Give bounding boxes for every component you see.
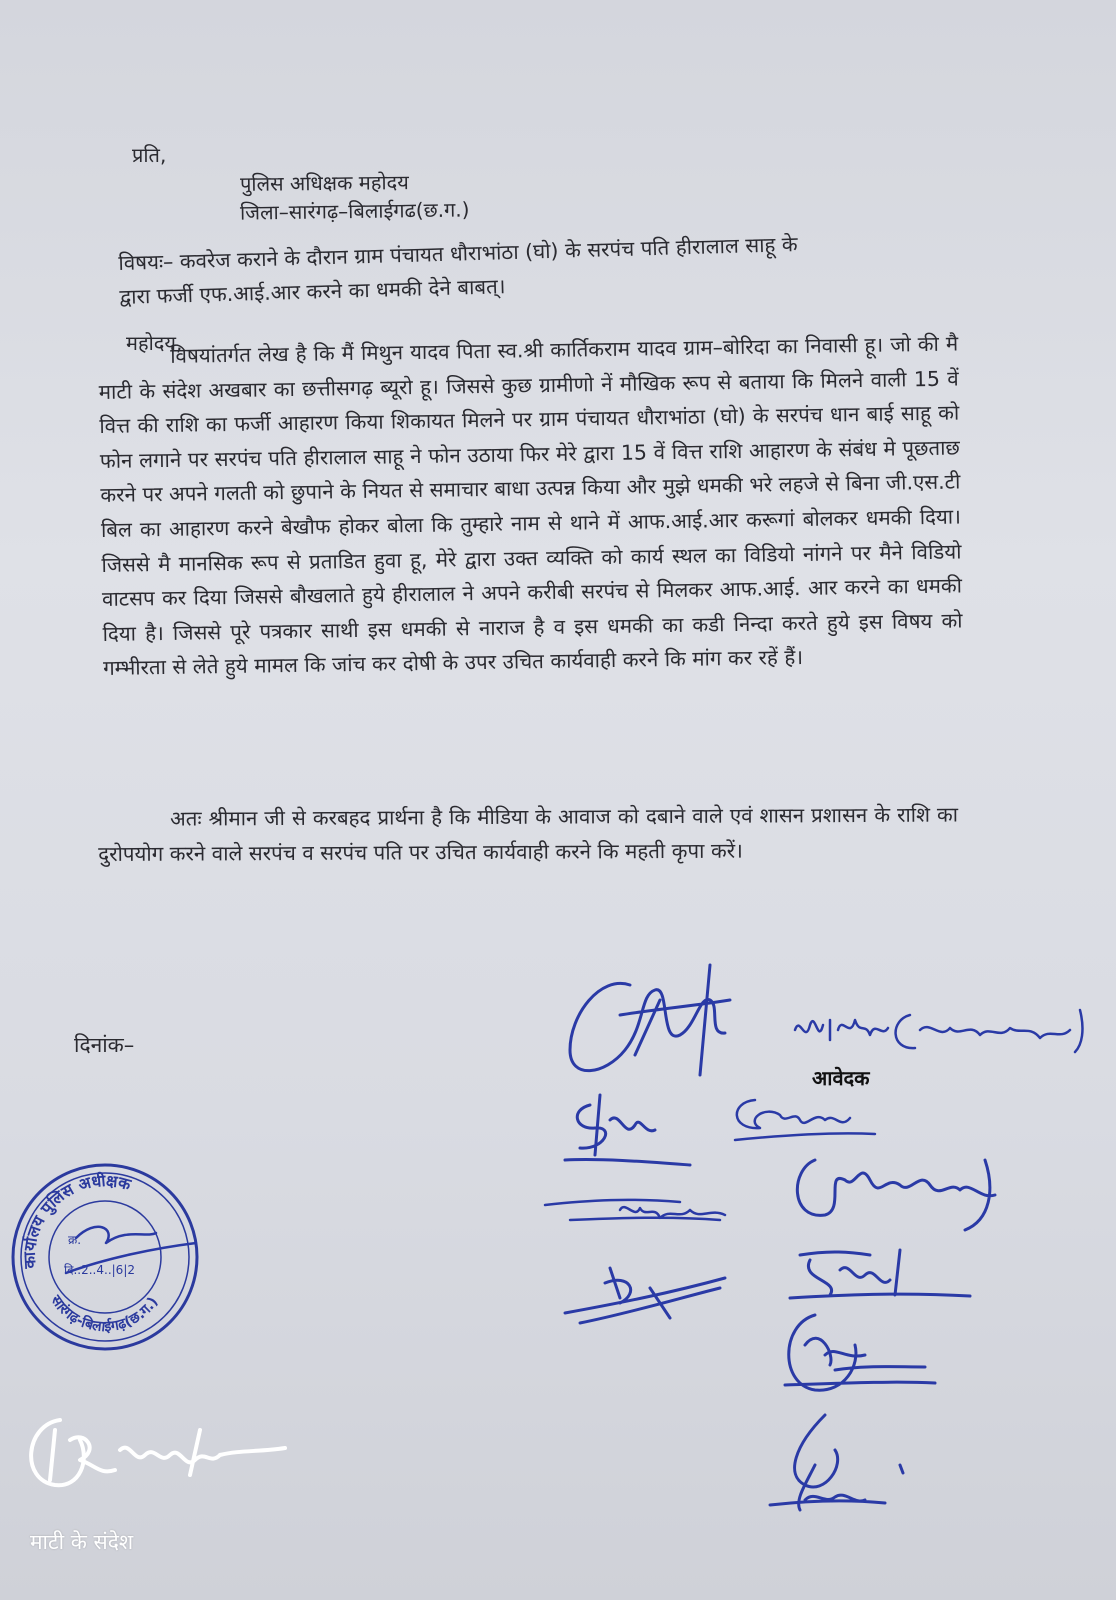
subject-line-1: विषयः– कवरेज कराने के दौरान ग्राम पंचायत धौराभांठा (घो) के सरपंच पति हीरालाल साहू के — [118, 232, 798, 275]
watermark-logo — [20, 1410, 290, 1500]
body-paragraph-1 — [98, 326, 963, 685]
stamp-date: दि..2..4..|6|2 — [64, 1263, 135, 1277]
applicant-signature — [560, 955, 750, 1090]
supporter-signature-7 — [775, 1305, 945, 1400]
body-paragraph-1-text: विषयांतर्गत लेख है कि मैं मिथुन यादव पिता स्व.श्री कार्तिकराम यादव ग्राम–बोरिदा का निवासी हू। जो की मै माटी के संदेश अखबार का छत्तीसगढ़ ब्यूरो हू। जिससे कुछ ग्रामीणो नें मौखिक रूप से बताया कि मिलने वाली 15 वें वित्त की राशि का फर्जी आहारण किया शिकायत मिलने पर ग्राम पंचायत धौराभांठा (घो) के सरपंच धान बाई साहू को फोन लगाने पर सरपंच पति हीरालाल साहू ने फोन उठाया फिर मेरे द्वारा 15 वें वित्त राशि आहारण के संबंध मे पूछताछ करने पर अपने गलती को छुपाने के नियत से समाचार बाधा उत्पन्न किया और मुझे धमकी भरे लहजे से बिना जी.एस.टी बिल का आहारण करने बेखौफ होकर बोला कि तुम्हारे नाम से थाने में आफ.आई.आर करूगां बोलकर धमकी दिया। जिससे मै मानसिक रूप से प्रताडित हुवा हू, मेरे द्वारा उक्त व्यक्ति को कार्य स्थल का विडियो नांगने पर मैने विडियो वाटसप कर दिया जिससे बौखलाते हुये हीरालाल ने अपने करीबी सरपंच से मिलकर आफ.आई. आर करने का धमकी दिया है। जिससे पूरे पत्रकार साथी इस धमकी से नाराज है व इस धमकी का कडी निन्दा करते हुये इस विषय को गम्भीरता से लेते हुये मामल कि जांच कर दोषी के उपर उचित कार्यवाही करने कि मांग कर रहें हैं। — [98, 331, 963, 681]
stamp-number-prefix: क्र. — [68, 1233, 82, 1247]
svg-text:कार्यालय पुलिस अधीक्षक: कार्यालय पुलिस अधीक्षक — [19, 1170, 133, 1269]
subject-line-2: द्वारा फर्जी एफ.आई.आर करने का धमकी देने बाबत्। — [119, 274, 506, 309]
applicant-label: आवेदक — [812, 1066, 870, 1090]
supporter-signature-8 — [765, 1405, 915, 1515]
supporter-signature-3 — [560, 1258, 730, 1338]
supporter-signature-6 — [780, 1240, 980, 1310]
body-paragraph-2-text: अतः श्रीमान जी से करबहद प्रार्थना है कि मीडिया के आवाज को दबाने वाले एवं शासन प्रशासन के राशि का दुरोपयोग करने वाले सरपंच व सरपंच पति पर उचित कार्यवाही करने कि महती कृपा करें। — [98, 802, 959, 866]
subject — [118, 223, 950, 314]
recipient-line-1: पुलिस अधिक्षक महोदय — [239, 170, 409, 196]
svg-text:सारंगढ़-बिलाईगढ़(छ.ग.): सारंगढ़-बिलाईगढ़(छ.ग.) — [47, 1292, 162, 1336]
body-paragraph-2 — [98, 797, 958, 871]
date-label: दिनांक– — [74, 1033, 135, 1057]
greeting: महोदय, — [126, 331, 183, 355]
watermark-caption: माटी के संदेश — [30, 1530, 134, 1554]
supporter-signature-1 — [560, 1090, 700, 1175]
supporter-signature-5 — [785, 1140, 1015, 1240]
applicant-handwritten-name — [790, 1000, 1090, 1060]
supporter-signature-2 — [540, 1180, 740, 1230]
recipient-line-2: जिला–सारंगढ़–बिलाईगढ(छ.ग.) — [239, 197, 470, 225]
police-office-stamp — [6, 1158, 204, 1356]
salutation-to: प्रति, — [132, 143, 167, 167]
